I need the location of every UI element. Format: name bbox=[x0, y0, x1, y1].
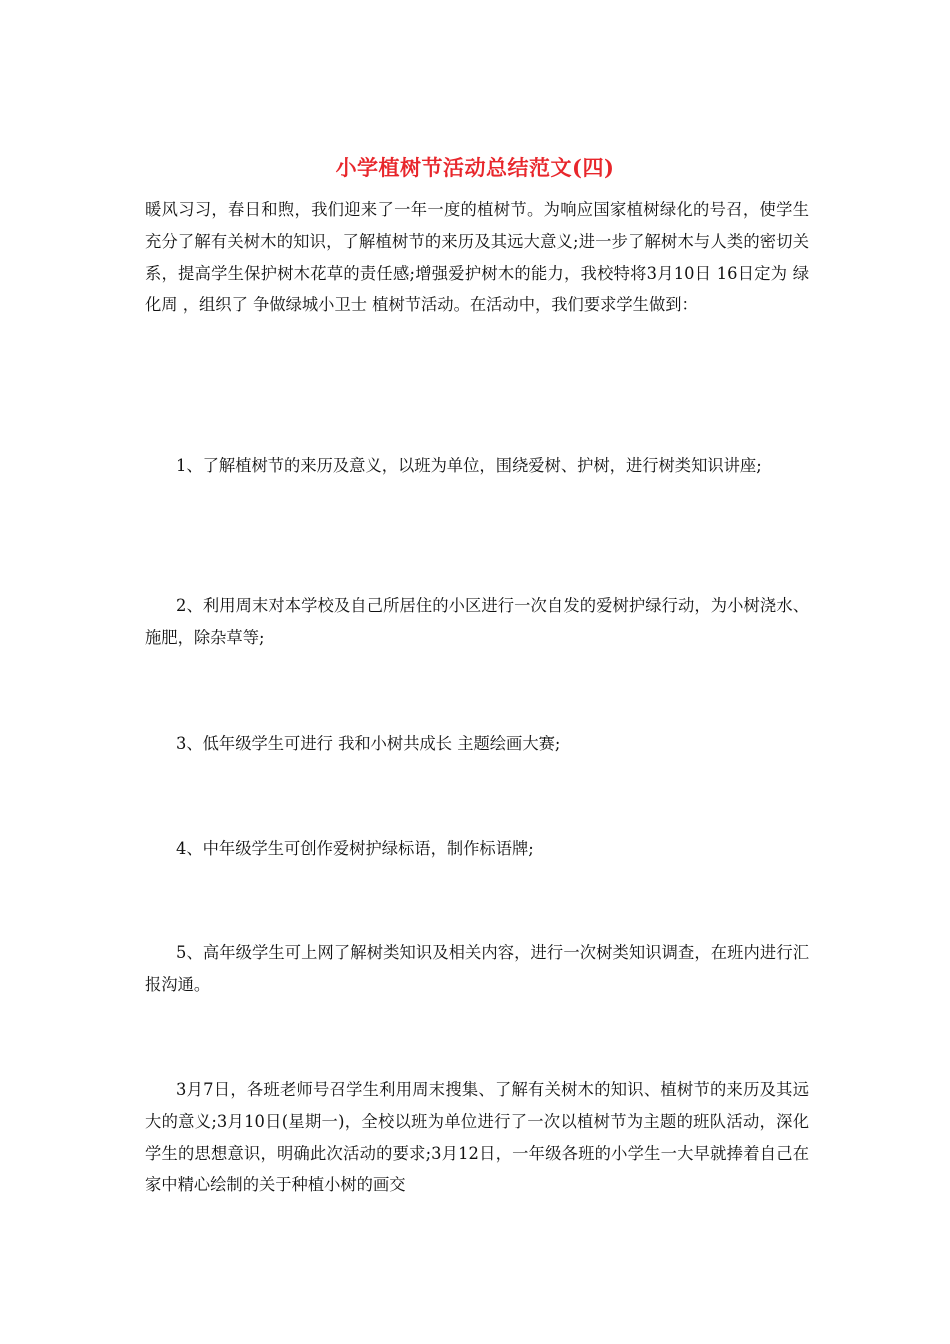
list-item-5: 5、高年级学生可上网了解树类知识及相关内容，进行一次树类知识调查，在班内进行汇报沟通。 bbox=[145, 943, 809, 994]
summary-paragraph: 3月7日，各班老师号召学生利用周末搜集、了解有关树木的知识、植树节的来历及其远大的意义;3月10日(星期一)，全校以班为单位进行了一次以植树节为主题的班队活动，深化学生的思想意识，明确此次活动的要求;3月12日，一年级各班的小学生一大早就捧着自己在家中精心绘制的关于种植小树的画交 bbox=[145, 1080, 809, 1195]
list-item-4: 4、中年级学生可创作爱树护绿标语，制作标语牌; bbox=[176, 839, 534, 858]
list-item-2: 2、利用周末对本学校及自己所居住的小区进行一次自发的爱树护绿行动，为小树浇水、施肥，除杂草等; bbox=[145, 596, 809, 647]
document-title: 小学植树节活动总结范文(四) bbox=[335, 155, 615, 180]
intro-paragraph: 暖风习习，春日和煦，我们迎来了一年一度的植树节。为响应国家植树绿化的号召，使学生充分了解有关树木的知识，了解植树节的来历及其远大意义;进一步了解树木与人类的密切关系，提高学生保护树木花草的责任感;增强爱护树木的能力，我校特将3月10日 16日定为 绿化周 ，组织了 争做绿城小卫士 植树节活动。在活动中，我们要求学生做到： bbox=[145, 200, 809, 315]
list-item-3: 3、低年级学生可进行 我和小树共成长 主题绘画大赛; bbox=[176, 734, 561, 753]
list-item-1: 1、了解植树节的来历及意义，以班为单位，围绕爱树、护树，进行树类知识讲座; bbox=[176, 456, 762, 475]
